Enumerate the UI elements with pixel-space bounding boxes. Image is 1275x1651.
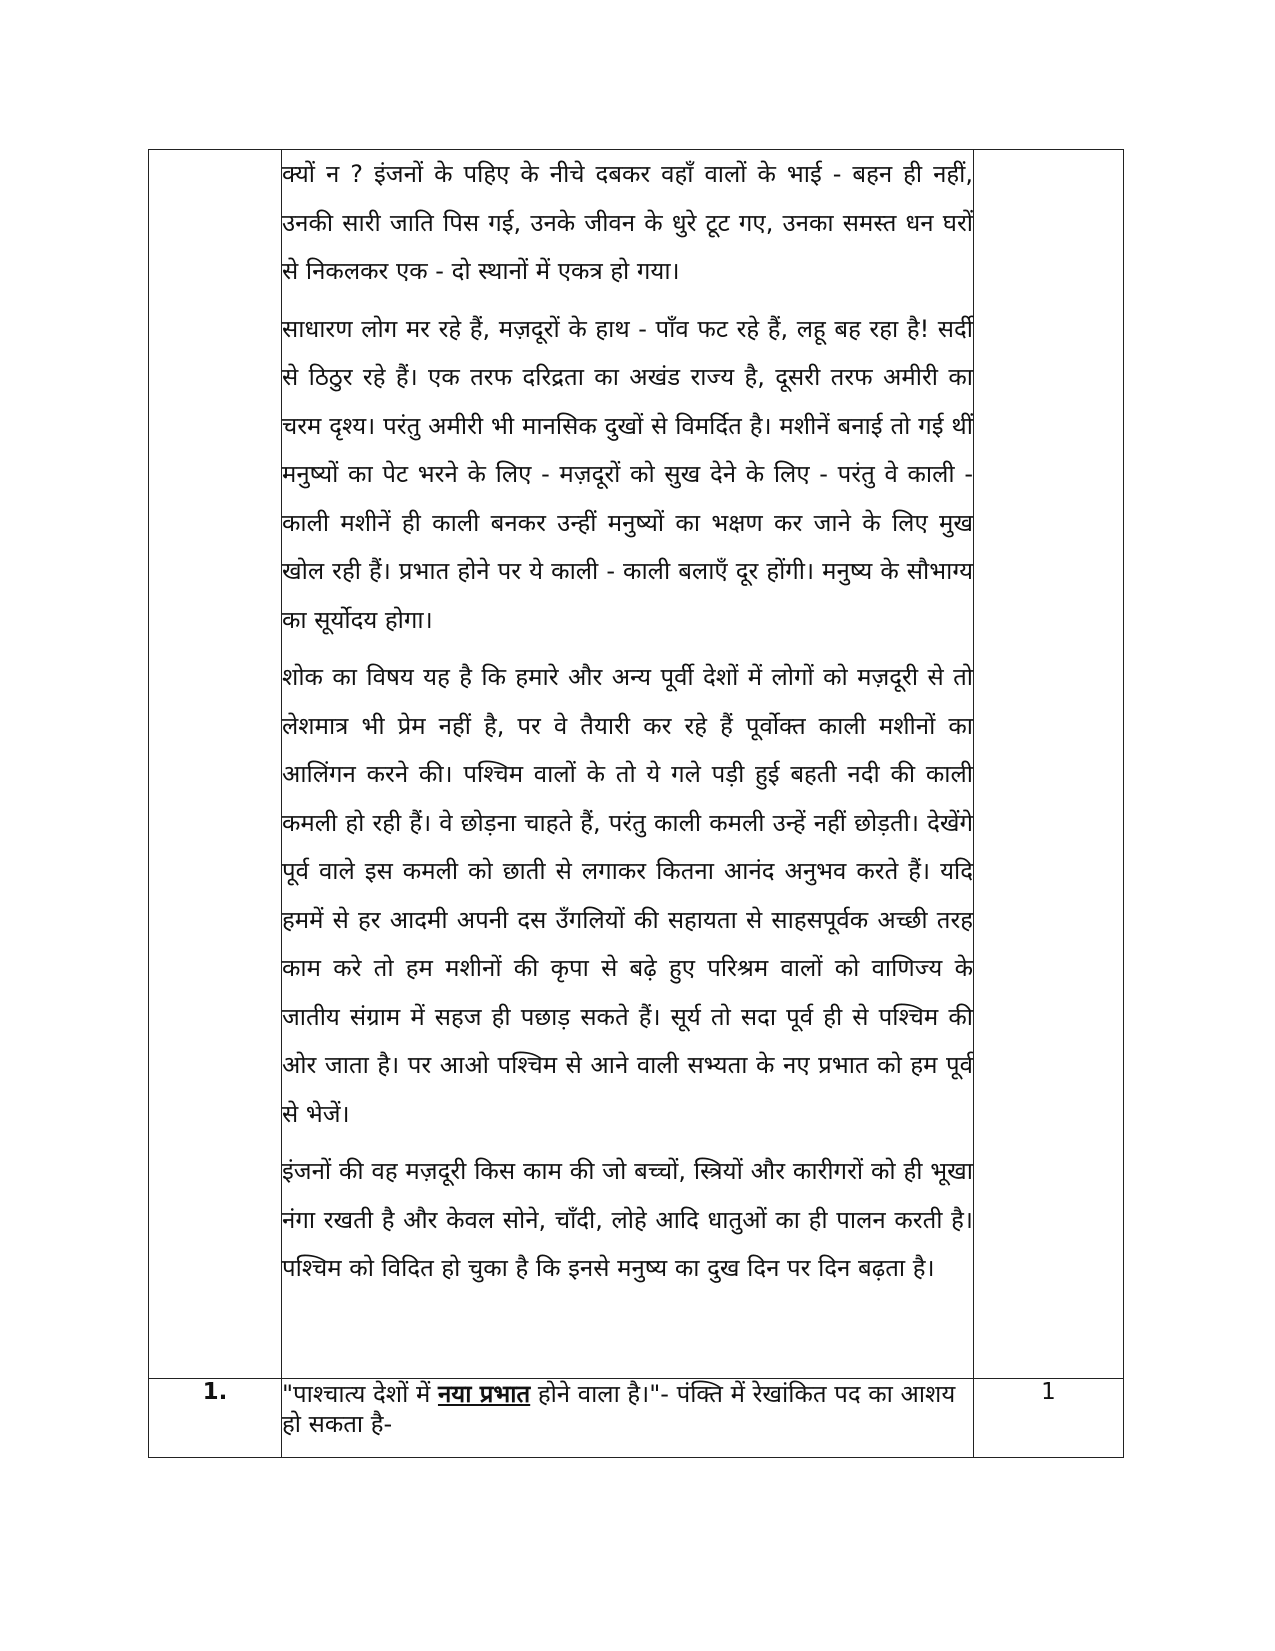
question-text — [282, 1379, 974, 1458]
passage-marks-cell — [974, 150, 1124, 1379]
underlined-phrase: नया प्रभात — [437, 1380, 531, 1408]
question-row — [149, 1379, 1124, 1458]
question-marks: 1 — [974, 1379, 1124, 1458]
passage-paragraph: शोक का विषय यह है कि हमारे और अन्य पूर्वी देशों में लोगों को मज़दूरी से तो लेशमात्र भी प्रेम नहीं है, पर वे तैयारी कर रहे हैं पूर्वोक्त काली मशीनों का आलिंगन करने की। पश्चिम वालों के तो ये गले पड़ी हुई बहती नदी की काली कमली हो रही हैं। वे छोड़ना चाहते हैं, परंतु काली कमली उन्हें नहीं छोड़ती। देखेंगे पूर्व वाले इस कमली को छाती से लगाकर कितना आनंद अनुभव करते हैं। यदि हममें से हर आदमी अपनी दस उँगलियों की सहायता से साहसपूर्वक अच्छी तरह काम करे तो हम मशीनों की कृपा से बढ़े हुए परिश्रम वालों को वाणिज्य के जातीय संग्राम में सहज ही पछाड़ सकते हैं। सूर्य तो सदा पूर्व ही से पश्चिम की ओर जाता है। पर आओ पश्चिम से आने वाली सभ्यता के नए प्रभात को हम पूर्व से भेजें। — [282, 663, 973, 1128]
passage-cell — [282, 150, 974, 1379]
passage-paragraph: क्यों न ? इंजनों के पहिए के नीचे दबकर वहाँ वालों के भाई - बहन ही नहीं, उनकी सारी जाति पिस गई, उनके जीवन के धुरे टूट गए, उनका समस्त धन घरों से निकलकर एक - दो स्थानों में एकत्र हो गया। — [282, 160, 973, 285]
question-table — [148, 149, 1124, 1458]
question-number: 1. — [149, 1379, 282, 1458]
question-text-before: "पाश्चात्य देशों में — [282, 1380, 438, 1408]
passage-number-cell — [149, 150, 282, 1379]
passage-paragraph: साधारण लोग मर रहे हैं, मज़दूरों के हाथ - पाँव फट रहे हैं, लहू बह रहा है! सर्दी से ठिठुर रहे हैं। एक तरफ दरिद्रता का अखंड राज्य है, दूसरी तरफ अमीरी का चरम दृश्य। परंतु अमीरी भी मानसिक दुखों से विमर्दित है। मशीनें बनाई तो गई थीं मनुष्यों का पेट भरने के लिए - मज़दूरों को सुख देने के लिए - परंतु वे काली - काली मशीनें ही काली बनकर उन्हीं मनुष्यों का भक्षण कर जाने के लिए मुख खोल रही हैं। प्रभात होने पर ये काली - काली बलाएँ दूर होंगी। मनुष्य के सौभाग्य का सूर्योदय होगा। — [282, 314, 973, 634]
passage-row — [149, 150, 1124, 1379]
passage-paragraph: इंजनों की वह मज़दूरी किस काम की जो बच्चों, स्त्रियों और कारीगरों को ही भूखा नंगा रखती है और केवल सोने, चाँदी, लोहे आदि धातुओं का ही पालन करती है। पश्चिम को विदित हो चुका है कि इनसे मनुष्य का दुख दिन पर दिन बढ़ता है। — [282, 1157, 973, 1282]
question-text-after: होने वाला है।"- पंक्ति में रेखांकित पद का आशय हो सकता है- — [282, 1380, 956, 1438]
